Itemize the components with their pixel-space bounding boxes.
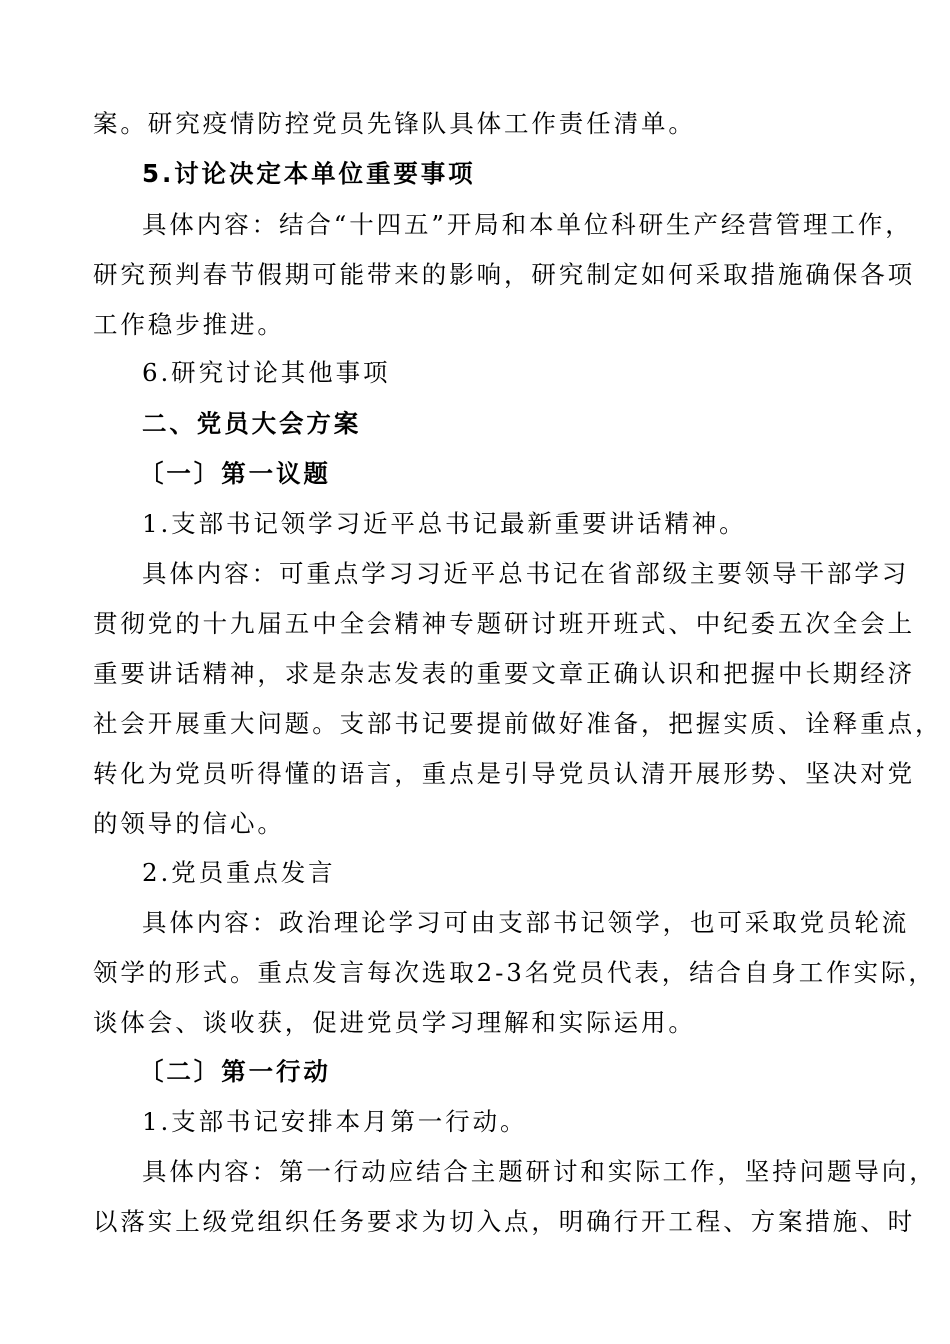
item-2-content-line-3: 谈体会、谈收获，促进党员学习理解和实际运用。	[93, 1008, 696, 1037]
section-2-heading: 二、党员大会方案	[142, 409, 362, 438]
subsection-1-heading: 〔一〕第一议题	[139, 459, 331, 488]
subsection-1-content-line-6: 的领导的信心。	[93, 809, 285, 838]
item-5-content-line-2: 研究预判春节假期可能带来的影响，研究制定如何采取措施确保各项	[93, 260, 915, 289]
subsection-1-content-line-2: 贯彻党的十九届五中全会精神专题研讨班开班式、中纪委五次全会上	[93, 609, 915, 638]
subsection-2-item-1: 1.支部书记安排本月第一行动。	[142, 1107, 528, 1136]
subsection-2-heading: 〔二〕第一行动	[139, 1057, 331, 1086]
subsection-1-item-1: 1.支部书记领学习近平总书记最新重要讲话精神。	[142, 509, 747, 538]
subsection-1-content-line-3: 重要讲话精神，求是杂志发表的重要文章正确认识和把握中长期经济	[93, 659, 915, 688]
subsection-1-item-2: 2.党员重点发言	[142, 858, 336, 887]
item-2-content-line-1: 具体内容：政治理论学习可由支部书记领学，也可采取党员轮流	[142, 908, 910, 937]
subsection-1-content-line-1: 具体内容：可重点学习习近平总书记在省部级主要领导干部学习	[142, 559, 910, 588]
item-5-heading: 5.讨论决定本单位重要事项	[142, 159, 476, 188]
item-5-content-line-3: 工作稳步推进。	[93, 310, 285, 339]
subsection-2-content-line-2: 以落实上级党组织任务要求为切入点，明确行开工程、方案措施、时	[93, 1207, 915, 1236]
subsection-1-content-line-5: 转化为党员听得懂的语言，重点是引导党员认清开展形势、坚决对党	[93, 759, 915, 788]
item-2-content-line-2: 领学的形式。重点发言每次选取2-3名党员代表，结合自身工作实际，	[93, 958, 936, 987]
subsection-1-content-line-4: 社会开展重大问题。支部书记要提前做好准备，把握实质、诠释重点，	[93, 709, 943, 738]
item-6-heading: 6.研究讨论其他事项	[142, 358, 391, 387]
paragraph-continuation-line: 案。研究疫情防控党员先锋队具体工作责任清单。	[93, 109, 696, 138]
subsection-2-content-line-1: 具体内容：第一行动应结合主题研讨和实际工作，坚持问题导向，	[142, 1157, 937, 1186]
item-5-content-line-1: 具体内容：结合“十四五”开局和本单位科研生产经营管理工作，	[142, 210, 913, 239]
